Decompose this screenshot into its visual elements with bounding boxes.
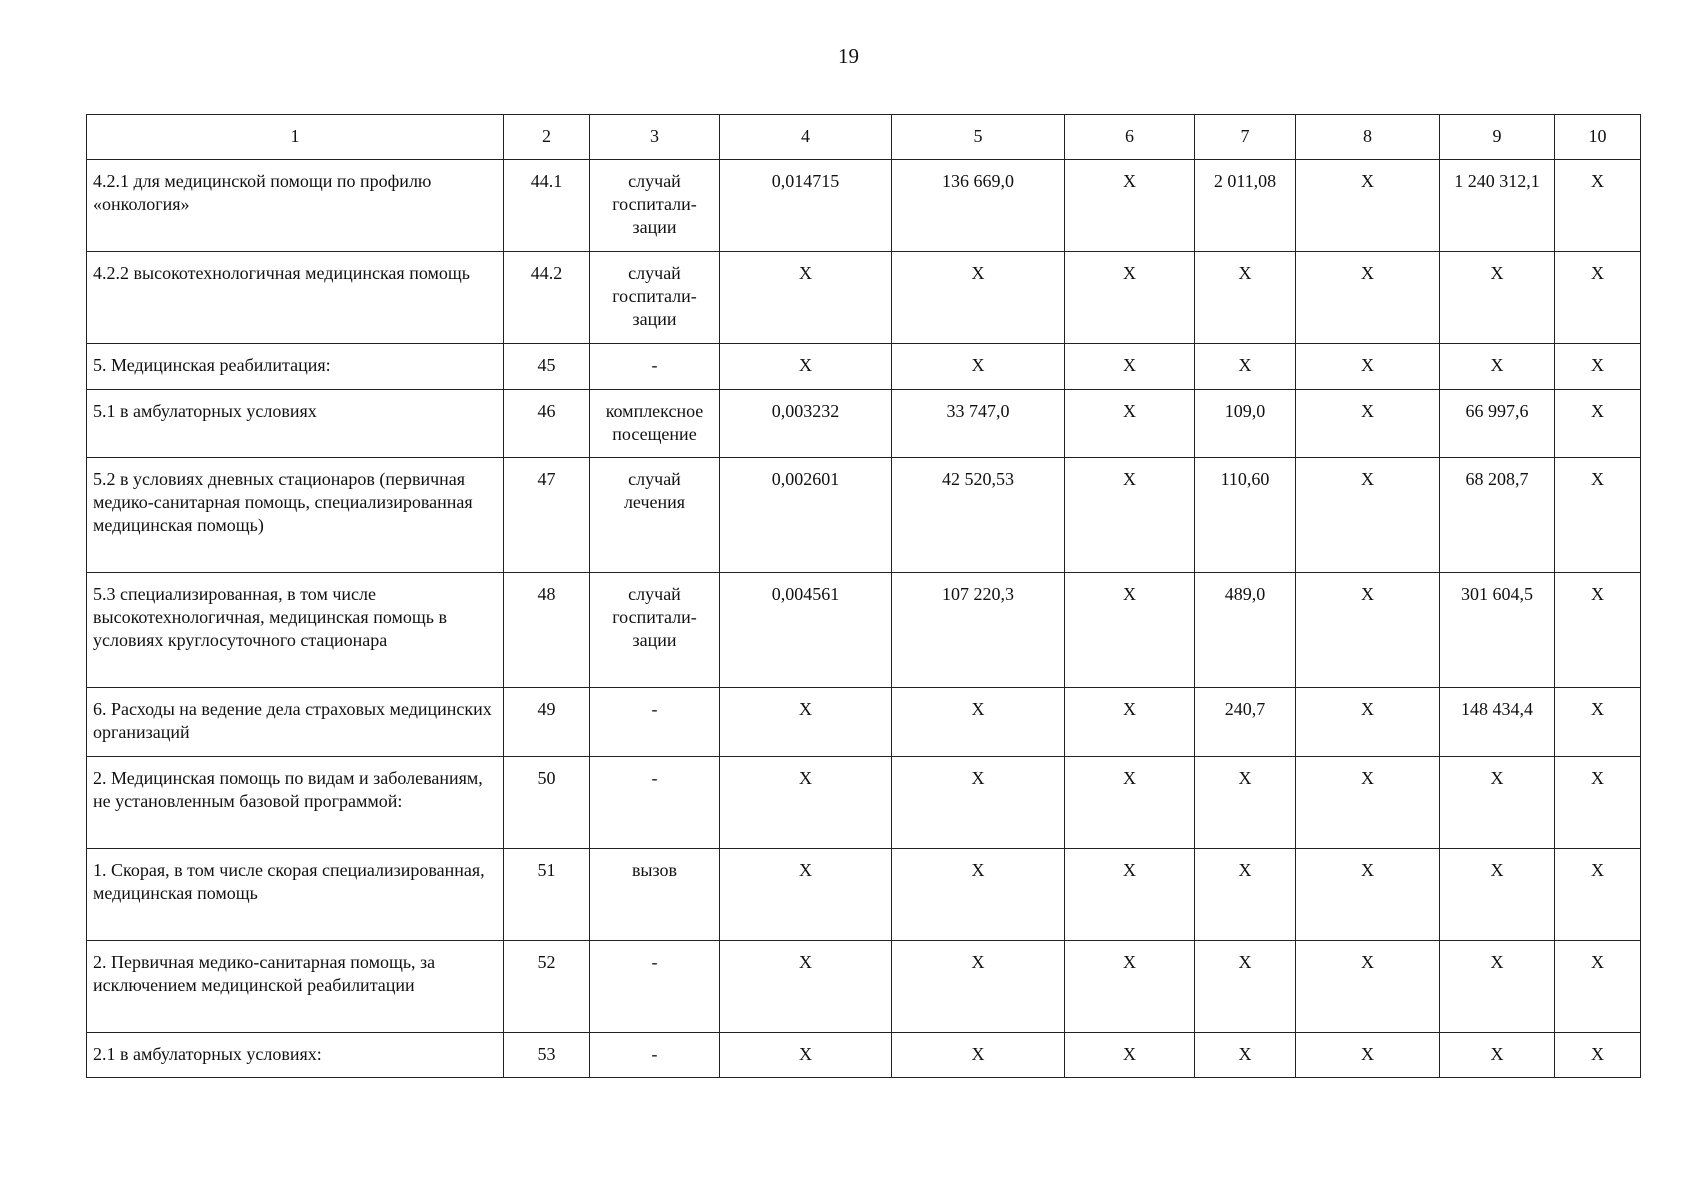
row-name: 4.2.1 для медицинской помощи по профилю «онкология»	[87, 160, 504, 252]
row-line-number: 48	[504, 573, 590, 688]
row-unit: -	[590, 688, 720, 757]
row-line-number: 47	[504, 458, 590, 573]
row-cell: 33 747,0	[892, 390, 1065, 458]
row-name: 4.2.2 высокотехнологичная медицинская помощь	[87, 252, 504, 344]
row-cell: Х	[720, 688, 892, 757]
row-cell: Х	[1555, 390, 1641, 458]
row-line-number: 53	[504, 1033, 590, 1078]
table-row	[87, 941, 1641, 1033]
row-line-number: 52	[504, 941, 590, 1033]
row-cell: 0,002601	[720, 458, 892, 573]
row-name: 6. Расходы на ведение дела страховых медицинских организаций	[87, 688, 504, 757]
column-header: 10	[1555, 115, 1641, 160]
row-unit: случай госпитали-зации	[590, 160, 720, 252]
row-cell: 68 208,7	[1440, 458, 1555, 573]
row-cell: Х	[1555, 1033, 1641, 1078]
row-cell: Х	[1555, 160, 1641, 252]
table-row	[87, 160, 1641, 252]
row-cell: Х	[1065, 252, 1195, 344]
row-cell: Х	[892, 1033, 1065, 1078]
row-cell: Х	[1296, 849, 1440, 941]
row-cell: Х	[1296, 757, 1440, 849]
row-cell: Х	[892, 849, 1065, 941]
row-cell: Х	[720, 1033, 892, 1078]
row-cell: 489,0	[1195, 573, 1296, 688]
row-cell: Х	[1555, 757, 1641, 849]
row-cell: Х	[1555, 458, 1641, 573]
row-cell: Х	[892, 688, 1065, 757]
row-cell: Х	[1296, 573, 1440, 688]
row-unit: вызов	[590, 849, 720, 941]
row-cell: Х	[1296, 160, 1440, 252]
row-cell: Х	[1065, 573, 1195, 688]
row-line-number: 44.2	[504, 252, 590, 344]
row-cell: Х	[1296, 390, 1440, 458]
row-cell: Х	[1440, 941, 1555, 1033]
row-name: 2. Медицинская помощь по видам и заболеваниям, не установленным базовой программой:	[87, 757, 504, 849]
row-name: 2.1 в амбулаторных условиях:	[87, 1033, 504, 1078]
column-header: 2	[504, 115, 590, 160]
row-cell: 136 669,0	[892, 160, 1065, 252]
row-cell: 240,7	[1195, 688, 1296, 757]
row-cell: Х	[1065, 390, 1195, 458]
row-cell: Х	[1296, 458, 1440, 573]
row-unit: -	[590, 344, 720, 390]
row-cell: Х	[1296, 688, 1440, 757]
row-cell: Х	[1440, 344, 1555, 390]
row-cell: Х	[1555, 573, 1641, 688]
row-cell: Х	[1440, 849, 1555, 941]
row-cell: Х	[1065, 1033, 1195, 1078]
row-cell: 0,004561	[720, 573, 892, 688]
row-unit: -	[590, 1033, 720, 1078]
row-cell: 110,60	[1195, 458, 1296, 573]
row-line-number: 50	[504, 757, 590, 849]
row-unit: -	[590, 941, 720, 1033]
row-cell: Х	[1296, 344, 1440, 390]
row-cell: Х	[1440, 1033, 1555, 1078]
row-name: 5. Медицинская реабилитация:	[87, 344, 504, 390]
row-cell: Х	[892, 252, 1065, 344]
row-line-number: 45	[504, 344, 590, 390]
table-row	[87, 573, 1641, 688]
column-header: 9	[1440, 115, 1555, 160]
row-cell: Х	[1065, 849, 1195, 941]
row-line-number: 44.1	[504, 160, 590, 252]
row-name: 5.3 специализированная, в том числе высокотехнологичная, медицинская помощь в условиях круглосуточного стационара	[87, 573, 504, 688]
row-name: 5.1 в амбулаторных условиях	[87, 390, 504, 458]
row-cell: Х	[1065, 160, 1195, 252]
data-table	[86, 114, 1641, 1078]
column-header: 4	[720, 115, 892, 160]
row-cell: Х	[720, 757, 892, 849]
row-unit: случай госпитали-зации	[590, 573, 720, 688]
row-name: 1. Скорая, в том числе скорая специализированная, медицинская помощь	[87, 849, 504, 941]
table-row	[87, 252, 1641, 344]
table-row	[87, 849, 1641, 941]
table-row	[87, 390, 1641, 458]
table-row	[87, 344, 1641, 390]
row-cell: Х	[1195, 941, 1296, 1033]
row-cell: 66 997,6	[1440, 390, 1555, 458]
row-cell: Х	[1555, 941, 1641, 1033]
row-cell: Х	[1440, 252, 1555, 344]
row-cell: Х	[1296, 1033, 1440, 1078]
row-unit: комплексное посещение	[590, 390, 720, 458]
row-name: 2. Первичная медико-санитарная помощь, за исключением медицинской реабилитации	[87, 941, 504, 1033]
row-name: 5.2 в условиях дневных стационаров (первичная медико-санитарная помощь, специализированная медицинская помощь)	[87, 458, 504, 573]
row-cell: Х	[1555, 849, 1641, 941]
column-header: 1	[87, 115, 504, 160]
row-cell: 2 011,08	[1195, 160, 1296, 252]
row-cell: Х	[1195, 252, 1296, 344]
row-cell: Х	[720, 941, 892, 1033]
row-cell: Х	[1296, 252, 1440, 344]
row-cell: 107 220,3	[892, 573, 1065, 688]
column-header: 7	[1195, 115, 1296, 160]
table-row	[87, 458, 1641, 573]
row-unit: -	[590, 757, 720, 849]
row-unit: случай лечения	[590, 458, 720, 573]
row-cell: 301 604,5	[1440, 573, 1555, 688]
row-cell: Х	[1195, 1033, 1296, 1078]
row-cell: Х	[1555, 344, 1641, 390]
row-cell: 0,003232	[720, 390, 892, 458]
row-cell: Х	[720, 849, 892, 941]
row-cell: 42 520,53	[892, 458, 1065, 573]
row-cell: 148 434,4	[1440, 688, 1555, 757]
column-header: 3	[590, 115, 720, 160]
row-cell: Х	[892, 941, 1065, 1033]
row-cell: 1 240 312,1	[1440, 160, 1555, 252]
row-cell: Х	[1440, 757, 1555, 849]
row-cell: Х	[892, 344, 1065, 390]
row-cell: Х	[1555, 252, 1641, 344]
row-cell: Х	[1195, 849, 1296, 941]
column-header: 8	[1296, 115, 1440, 160]
row-cell: Х	[1195, 344, 1296, 390]
row-cell: Х	[1195, 757, 1296, 849]
row-cell: 109,0	[1195, 390, 1296, 458]
row-cell: Х	[1065, 941, 1195, 1033]
row-line-number: 46	[504, 390, 590, 458]
row-cell: Х	[720, 344, 892, 390]
row-cell: Х	[1065, 688, 1195, 757]
table-header-row	[87, 115, 1641, 160]
row-cell: Х	[1065, 757, 1195, 849]
row-cell: Х	[892, 757, 1065, 849]
row-cell: 0,014715	[720, 160, 892, 252]
table-row	[87, 688, 1641, 757]
row-cell: Х	[1065, 344, 1195, 390]
row-cell: Х	[1555, 688, 1641, 757]
row-line-number: 49	[504, 688, 590, 757]
row-cell: Х	[1065, 458, 1195, 573]
table-row	[87, 757, 1641, 849]
column-header: 5	[892, 115, 1065, 160]
table-row	[87, 1033, 1641, 1078]
row-cell: Х	[1296, 941, 1440, 1033]
row-cell: Х	[720, 252, 892, 344]
column-header: 6	[1065, 115, 1195, 160]
row-line-number: 51	[504, 849, 590, 941]
row-unit: случай госпитали-зации	[590, 252, 720, 344]
page-number: 19	[838, 44, 859, 68]
